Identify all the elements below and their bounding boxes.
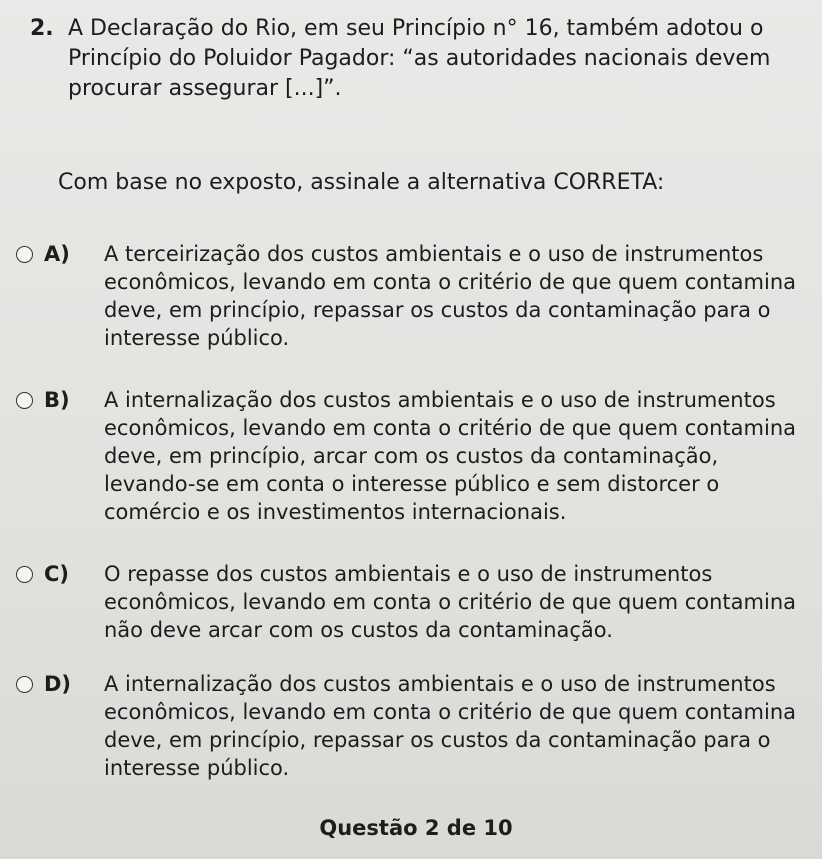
option-b-text: A internalização dos custos ambientais e o uso de instrumentos econômicos, levando em conta o critério de que quem contamina deve, em princípio, arcar com os custos da contaminação, levando-se em conta o interesse público e sem distorcer o comércio e os investimentos internacionais. xyxy=(104,388,797,524)
option-d-text: A internalização dos custos ambientais e o uso de instrumentos econômicos, levando em conta o critério de que quem contamina deve, em princípio, repassar os custos da contaminação para o interesse público. xyxy=(104,672,797,780)
question-statement xyxy=(30,14,805,104)
option-b-radio[interactable] xyxy=(16,392,33,409)
option-a-radio[interactable] xyxy=(16,246,33,263)
option-b[interactable] xyxy=(16,386,806,526)
option-a-text: A terceirização dos custos ambientais e o uso de instrumentos econômicos, levando em conta o critério de que quem contamina deve, em princípio, repassar os custos da contaminação para o interesse público. xyxy=(104,242,797,350)
option-b-letter: B) xyxy=(44,388,70,412)
option-c-radio[interactable] xyxy=(16,566,33,583)
question-number: 2. xyxy=(30,16,54,41)
option-a-letter: A) xyxy=(44,242,70,266)
question-text: A Declaração do Rio, em seu Princípio n° 16, também adotou o Princípio do Poluidor Pagador: “as autoridades nacionais devem procurar assegurar [...]”. xyxy=(68,16,771,101)
question-instruction: Com base no exposto, assinale a alternativa CORRETA: xyxy=(58,170,665,195)
option-c-letter: C) xyxy=(44,562,70,586)
option-a[interactable] xyxy=(16,240,806,352)
option-c-text: O repasse dos custos ambientais e o uso de instrumentos econômicos, levando em conta o critério de que quem contamina não deve arcar com os custos da contaminação. xyxy=(104,562,797,642)
option-d[interactable] xyxy=(16,670,806,782)
option-d-letter: D) xyxy=(44,672,72,696)
option-c[interactable] xyxy=(16,560,806,644)
option-d-radio[interactable] xyxy=(16,676,33,693)
question-progress: Questão 2 de 10 xyxy=(319,816,513,840)
